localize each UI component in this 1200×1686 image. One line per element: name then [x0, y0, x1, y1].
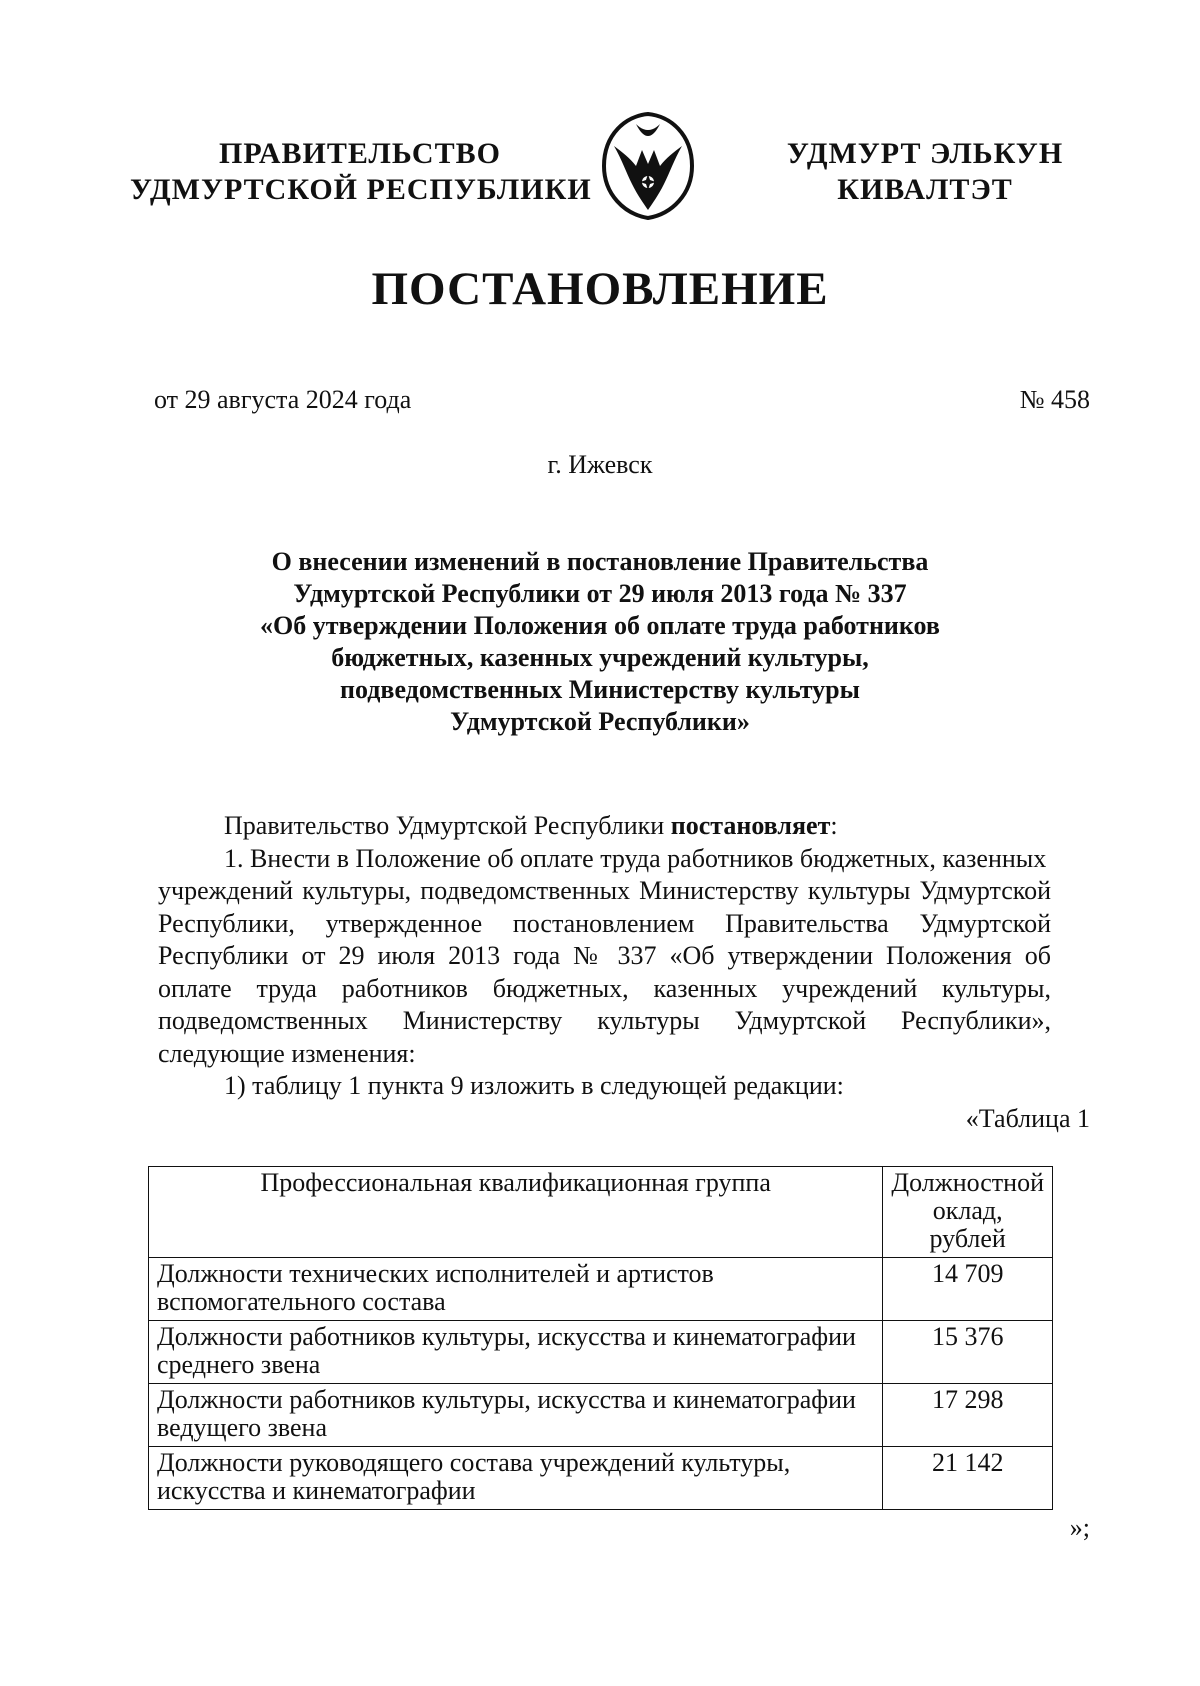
title-line: О внесении изменений в постановление Правительства [271, 547, 929, 576]
table-header-row [149, 1167, 1053, 1258]
org-name-russian [130, 136, 590, 208]
document-title [150, 546, 1050, 738]
row-salary-cell: 21 142 [883, 1447, 1053, 1510]
table-caption: «Таблица 1 [965, 1104, 1090, 1133]
row-group-cell: Должности технических исполнителей и артистов вспомогательного состава [149, 1258, 883, 1321]
document-date: от 29 августа 2024 года [154, 385, 412, 414]
intro-paragraph [158, 810, 1051, 843]
udmurt-coat-of-arms-icon [596, 110, 700, 222]
header-qualification-group: Профессиональная квалификационная группа [149, 1167, 883, 1258]
row-group-cell: Должности работников культуры, искусства и кинематографии ведущего звена [149, 1384, 883, 1447]
item-1-paragraph [158, 843, 1051, 1071]
item-1-line: оплате труда работников бюджетных, казенных учреждений культуры, [158, 973, 1051, 1003]
title-line: «Об утверждении Положения об оплате труда работников [260, 611, 940, 640]
org-name-russian-line-1: ПРАВИТЕЛЬСТВО [219, 137, 501, 170]
table-row [149, 1384, 1053, 1447]
item-1-line: следующие изменения: [158, 1038, 416, 1068]
org-name-russian-line-2: УДМУРТСКОЙ РЕСПУБЛИКИ [130, 173, 592, 206]
salary-table [148, 1166, 1053, 1510]
org-name-udmurt [770, 136, 1080, 208]
table-row [149, 1447, 1053, 1510]
org-name-udmurt-line-2: КИВАЛТЭТ [837, 173, 1013, 206]
row-salary-cell: 14 709 [883, 1258, 1053, 1321]
item-1-line: 1. Внести в Положение об оплате труда работников бюджетных, казенных [224, 843, 1047, 873]
title-line: Удмуртской Республики» [450, 707, 750, 736]
org-name-udmurt-line-1: УДМУРТ ЭЛЬКУН [786, 137, 1064, 170]
table-closing-quote: »; [1069, 1513, 1090, 1542]
row-group-cell: Должности руководящего состава учреждений культуры, искусства и кинематографии [149, 1447, 883, 1510]
table-row [149, 1321, 1053, 1384]
header-salary: Должностной оклад, рублей [883, 1167, 1053, 1258]
row-salary-cell: 15 376 [883, 1321, 1053, 1384]
intro-suffix: : [830, 811, 838, 840]
item-1-line: Республики от 29 июля 2013 года № 337 «Об утверждении Положения об [158, 941, 1051, 970]
row-group-cell: Должности работников культуры, искусства и кинематографии среднего звена [149, 1321, 883, 1384]
title-line: Удмуртской Республики от 29 июля 2013 года № 337 [293, 579, 907, 608]
document-body [158, 810, 1051, 1103]
intro-bold-verb: постановляет [670, 811, 831, 840]
document-number: № 458 [1019, 385, 1090, 414]
item-1-line: подведомственных Министерству культуры Удмуртской Республики», [158, 1006, 1051, 1035]
table-row [149, 1258, 1053, 1321]
document-type-heading: ПОСТАНОВЛЕНИЕ [371, 263, 829, 315]
title-line: бюджетных, казенных учреждений культуры, [331, 643, 869, 672]
row-salary-cell: 17 298 [883, 1384, 1053, 1447]
item-1-line: учреждений культуры, подведомственных Министерству культуры Удмуртской [158, 876, 1051, 905]
intro-prefix: Правительство Удмуртской Республики [224, 811, 671, 840]
title-line: подведомственных Министерству культуры [340, 675, 860, 704]
item-1-line: Республики, утвержденное постановлением Правительства Удмуртской [158, 908, 1051, 938]
subitem-1-paragraph: 1) таблицу 1 пункта 9 изложить в следующей редакции: [224, 1071, 844, 1100]
document-city: г. Ижевск [547, 450, 653, 479]
